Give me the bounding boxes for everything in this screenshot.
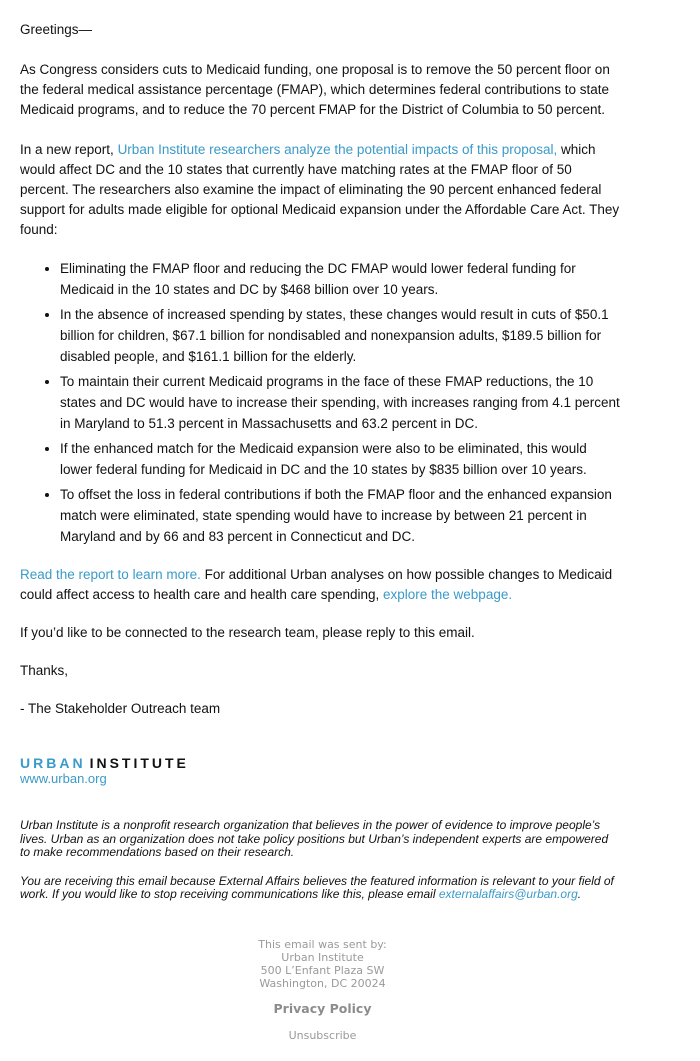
finding-item: • If the enhanced match for the Medicaid expansion were also to be eliminated, this would lower federal funding for Medicaid in DC and the 10 states by $835 billion over 10 years.: [60, 438, 620, 480]
email-footer: [0, 938, 645, 1042]
thanks-text: Thanks,: [20, 663, 69, 678]
receiving-end: .: [577, 887, 582, 901]
footer-city: Washington, DC 20024: [259, 977, 386, 990]
findings-list: [20, 258, 620, 547]
email-content: [20, 20, 620, 902]
privacy-policy-link[interactable]: Privacy Policy: [273, 1001, 372, 1016]
finding-item: • In the absence of increased spending by states, these changes would result in cuts of $50.1 billion for children, $67.1 billion for nondisabled and nonexpansion adults, $189.5 billion for disabled people, and $161.1 billion for the elderly.: [60, 304, 620, 367]
footer-org: Urban Institute: [281, 951, 364, 964]
logo-urban: URBAN: [20, 755, 86, 771]
finding-item: • Eliminating the FMAP floor and reducing the DC FMAP would lower federal funding for Medicaid in the 10 states and DC by $468 billion over 10 years.: [60, 258, 620, 300]
explore-webpage-link[interactable]: explore the webpage.: [383, 587, 513, 602]
report-paragraph: [20, 140, 620, 240]
greeting: Greetings—: [20, 22, 93, 37]
report-link[interactable]: Urban Institute researchers analyze the potential impacts of this proposal,: [117, 142, 558, 157]
footer-street: 500 L’Enfant Plaza SW: [260, 964, 385, 977]
finding-item: • To offset the loss in federal contributions if both the FMAP floor and the enhanced expansion match were eliminated, state spending would have to increase by between 21 percent in Maryland and by 66 and 83 percent in Connecticut and DC.: [60, 484, 620, 547]
unsubscribe-link[interactable]: Unsubscribe: [288, 1029, 357, 1042]
more-middle: For additional Urban analyses on how possible changes to Medicaid could affect access to health care and health care spending,: [20, 567, 613, 602]
website-link[interactable]: www.urban.org: [20, 771, 107, 786]
urban-institute-logo: [20, 755, 620, 771]
logo-institute: INSTITUTE: [89, 755, 189, 771]
sent-by-text: This email was sent by:: [258, 938, 387, 951]
finding-item: • To maintain their current Medicaid programs in the face of these FMAP reductions, the 10 states and DC would have to increase their spending, with increases ranging from 4.1 percent in Maryland to 51.3 percent in Massachusetts and 63.2 percent in DC.: [60, 371, 620, 434]
about-paragraph: Urban Institute is a nonprofit research organization that believes in the power of evidence to improve people’s lives. Urban as an organization does not take policy positions but Urban’s independent experts are empowered to make recommendations based on their research.: [20, 818, 609, 859]
connect-paragraph: If you’d like to be connected to the research team, please reply to this email.: [20, 625, 475, 640]
intro-paragraph: As Congress considers cuts to Medicaid funding, one proposal is to remove the 50 percent floor on the federal medical assistance percentage (FMAP), which determines federal contributions to state Medicaid programs, and to reduce the 70 percent FMAP for the District of Columbia to 50 percent.: [20, 62, 610, 117]
receiving-paragraph: [20, 875, 620, 902]
more-paragraph: [20, 565, 620, 605]
report-suffix: which would affect DC and the 10 states that currently have matching rates at the FMAP floor of 50 percent. The researchers also examine the impact of eliminating the 90 percent enhanced federal support for adults made eligible for optional Medicaid expansion under the Affordable Care Act. They found:: [20, 142, 620, 237]
report-prefix: In a new report,: [20, 142, 118, 157]
contact-email-link[interactable]: externalaffairs@urban.org: [438, 887, 578, 901]
signature-text: - The Stakeholder Outreach team: [20, 701, 221, 716]
read-report-link[interactable]: Read the report to learn more.: [20, 567, 201, 582]
receiving-text: You are receiving this email because External Affairs believes the featured information is relevant to your field of work. If you would like to stop receiving communications like this, please email: [20, 873, 614, 901]
